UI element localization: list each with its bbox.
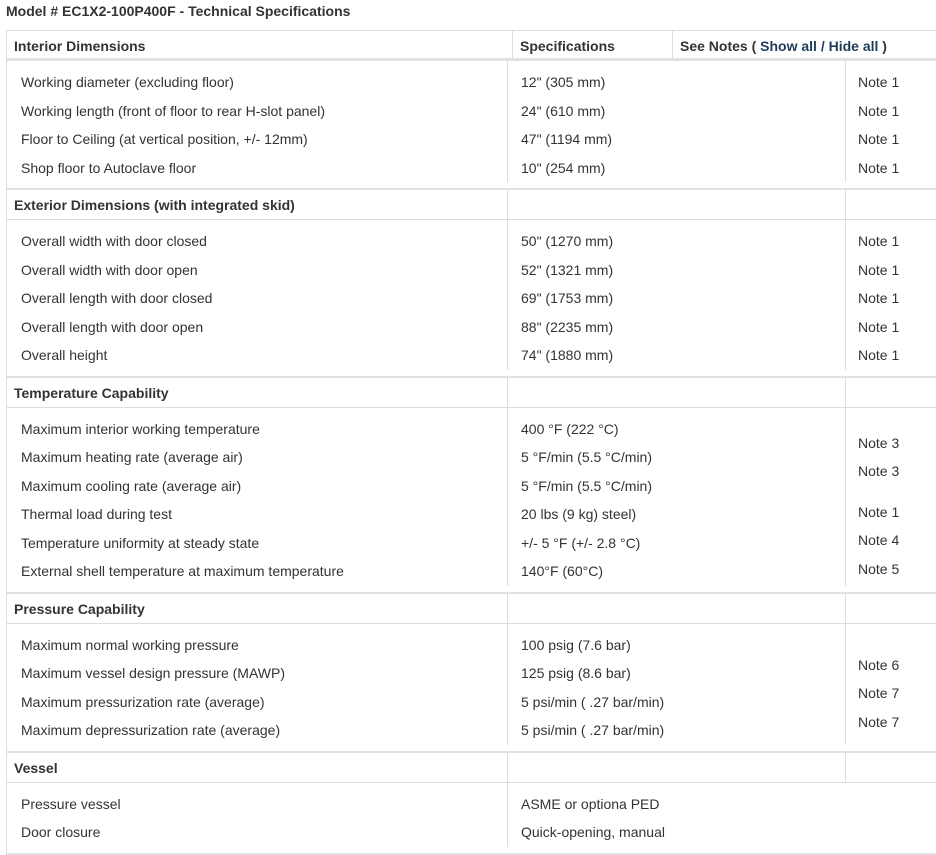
note-link[interactable]: Note 3 <box>858 463 900 479</box>
note-link[interactable]: Note 1 <box>858 131 900 147</box>
section-spec-empty <box>508 378 846 407</box>
spec-label: Maximum vessel design pressure (MAWP) <box>21 665 285 681</box>
spec-value: 400 °F (222 °C) <box>521 420 619 437</box>
note-link[interactable]: Note 1 <box>858 74 900 90</box>
spec-value: +/- 5 °F (+/- 2.8 °C) <box>521 534 641 551</box>
note-link[interactable]: Note 1 <box>858 290 900 306</box>
note-link[interactable]: Note 1 <box>858 503 900 520</box>
spec-value: 50" (1270 mm) <box>521 233 614 249</box>
spec-label: Working length (front of floor to rear H-slot panel) <box>21 102 325 119</box>
spec-label: Door closure <box>21 824 101 840</box>
see-notes-label: See Notes ( <box>680 38 761 54</box>
note-link[interactable]: Note 5 <box>858 560 900 577</box>
section-header-exterior <box>7 190 936 220</box>
section-body-vessel <box>7 783 936 855</box>
spec-label: Maximum depressurization rate (average) <box>21 722 281 738</box>
note-link[interactable]: Note 6 <box>858 656 900 673</box>
header-see-notes <box>673 31 936 58</box>
spec-value: 47" (1194 mm) <box>521 131 613 147</box>
spec-value: 52" (1321 mm) <box>521 261 614 278</box>
spec-value: ASME or optiona PED <box>521 795 660 812</box>
section-body-pressure <box>7 624 936 753</box>
paren-close: ) <box>878 38 887 54</box>
section-header-pressure <box>7 594 936 624</box>
section-title: Temperature Capability <box>7 378 508 407</box>
spec-label: Maximum interior working temperature <box>21 420 260 437</box>
spec-value: 10" (254 mm) <box>521 159 606 176</box>
note-link[interactable]: Note 1 <box>858 347 900 363</box>
table-header <box>7 31 936 61</box>
spec-value: 100 psig (7.6 bar) <box>521 636 631 653</box>
section-body-interior <box>7 61 936 190</box>
spec-label: Overall width with door open <box>21 261 198 278</box>
spec-label: Maximum heating rate (average air) <box>21 449 243 465</box>
note-link[interactable]: Note 3 <box>858 434 900 451</box>
section-header-temperature <box>7 378 936 408</box>
spec-value: 140°F (60°C) <box>521 563 604 579</box>
section-body-exterior <box>7 220 936 378</box>
spec-label: Thermal load during test <box>21 506 172 522</box>
header-specifications: Specifications <box>513 31 673 58</box>
note-link[interactable]: Note 7 <box>858 713 900 730</box>
note-link[interactable]: Note 1 <box>858 159 900 176</box>
note-link[interactable]: Note 1 <box>858 261 900 278</box>
spec-value: Quick-opening, manual <box>521 824 665 840</box>
note-link[interactable]: Note 1 <box>858 318 900 335</box>
note-link[interactable]: Note 7 <box>858 685 900 701</box>
spec-value: 125 psig (8.6 bar) <box>521 665 631 681</box>
specifications-table <box>6 30 936 855</box>
spec-label: Temperature uniformity at steady state <box>21 534 260 551</box>
spec-value: 5 psi/min ( .27 bar/min) <box>521 693 665 710</box>
section-header-vessel <box>7 753 936 783</box>
section-notes-empty <box>846 594 936 623</box>
spec-label: Working diameter (excluding floor) <box>21 74 234 90</box>
section-spec-empty <box>508 190 846 219</box>
section-notes-empty <box>846 190 936 219</box>
spec-value: 69" (1753 mm) <box>521 290 614 306</box>
section-spec-empty <box>508 594 846 623</box>
spec-value: 5 °F/min (5.5 °C/min) <box>521 477 652 494</box>
spec-value: 88" (2235 mm) <box>521 318 614 335</box>
spec-label: Pressure vessel <box>21 795 121 812</box>
note-link[interactable]: Note 4 <box>858 532 900 548</box>
spec-label: Overall height <box>21 347 108 363</box>
show-all-link[interactable]: Show all <box>760 38 817 54</box>
section-spec-empty <box>508 753 846 782</box>
spec-label: Maximum normal working pressure <box>21 636 239 653</box>
spec-label: Maximum cooling rate (average air) <box>21 477 242 494</box>
header-interior-dimensions: Interior Dimensions <box>7 31 513 58</box>
spec-label: Shop floor to Autoclave floor <box>21 159 197 176</box>
section-notes-empty <box>846 378 936 407</box>
note-link[interactable]: Note 1 <box>858 233 900 249</box>
section-notes-empty <box>846 753 936 782</box>
spec-value: 5 psi/min ( .27 bar/min) <box>521 722 665 738</box>
hide-all-link[interactable]: Hide all <box>828 38 879 54</box>
page-title: Model # EC1X2-100P400F - Technical Specifications <box>6 3 351 19</box>
spec-value: 5 °F/min (5.5 °C/min) <box>521 449 652 465</box>
spec-value: 20 lbs (9 kg) steel) <box>521 506 637 522</box>
spec-label: Maximum pressurization rate (average) <box>21 693 265 710</box>
spec-label: Overall length with door open <box>21 318 204 335</box>
spec-value: 74" (1880 mm) <box>521 347 614 363</box>
spec-label: Overall width with door closed <box>21 233 207 249</box>
spec-label: Overall length with door closed <box>21 290 213 306</box>
spec-label: Floor to Ceiling (at vertical position, +/- 12mm) <box>21 131 308 147</box>
spec-value: 12" (305 mm) <box>521 74 606 90</box>
separator: / <box>816 38 829 54</box>
note-link[interactable]: Note 1 <box>858 102 900 119</box>
spec-value: 24" (610 mm) <box>521 102 606 119</box>
section-title: Exterior Dimensions (with integrated skid) <box>7 190 508 219</box>
section-title: Vessel <box>7 753 508 782</box>
section-title: Pressure Capability <box>7 594 508 623</box>
section-body-temperature <box>7 408 936 594</box>
spec-label: External shell temperature at maximum temperature <box>21 563 344 579</box>
